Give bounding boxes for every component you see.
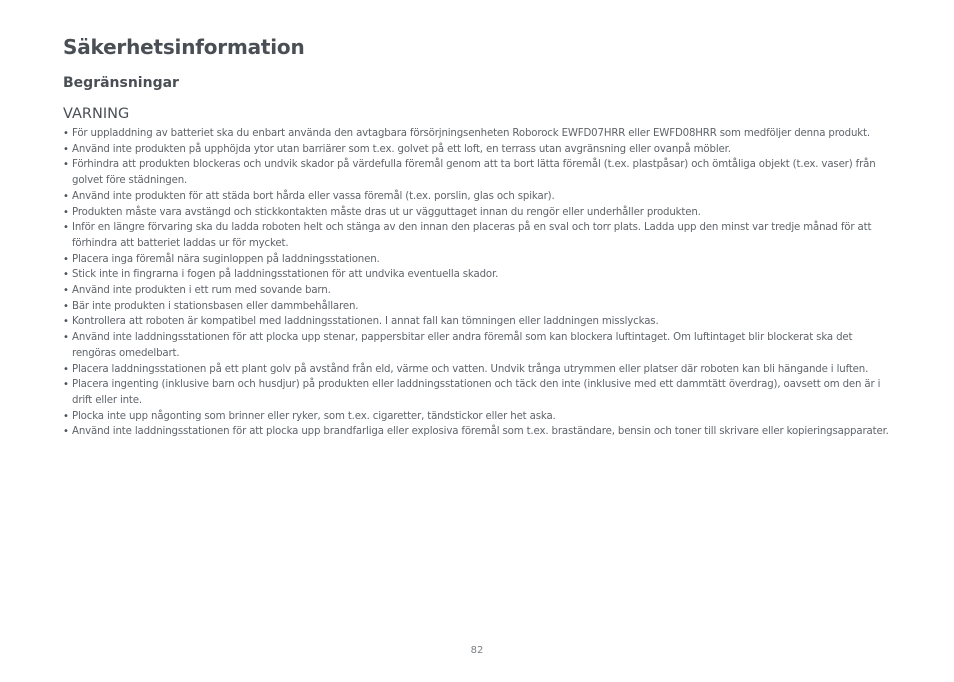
- warning-item-text: Använd inte produkten i ett rum med sovande barn.: [72, 285, 331, 297]
- page-title: Säkerhetsinformation: [63, 35, 305, 59]
- warning-item: [63, 362, 891, 378]
- warning-item: [63, 330, 891, 361]
- warning-item: [63, 267, 891, 283]
- bullet-icon: •: [63, 379, 69, 391]
- warning-item: [63, 377, 891, 408]
- warning-item: [63, 142, 891, 158]
- bullet-icon: •: [63, 128, 69, 139]
- warning-item: [63, 299, 891, 315]
- warning-item-text: Bär inte produkten i stationsbasen eller dammbehållaren.: [72, 300, 359, 312]
- warning-item-text: Kontrollera att roboten är kompatibel med laddningsstationen. I annat fall kan tömningen eller laddningen misslyckas.: [72, 316, 659, 328]
- warning-item: [63, 409, 891, 425]
- warning-item: [63, 283, 891, 299]
- bullet-icon: •: [63, 316, 69, 328]
- warning-item: [63, 205, 891, 221]
- bullet-icon: •: [63, 300, 69, 312]
- bullet-icon: •: [63, 190, 69, 202]
- warning-item: [63, 126, 891, 142]
- bullet-icon: •: [63, 363, 69, 375]
- warning-item-text: Placera ingenting (inklusive barn och husdjur) på produkten eller laddningsstationen och täck den inte (inklusive med ett dammtätt överdrag), oavsett om den är i drift eller inte.: [72, 379, 881, 406]
- warning-item-text: För uppladdning av batteriet ska du enbart använda den avtagbara försörjningsenheten Roborock EWFD07HRR eller EWFD08HRR som medföljer denna produkt.: [72, 128, 870, 139]
- bullet-icon: •: [63, 143, 69, 155]
- bullet-icon: •: [63, 253, 69, 265]
- bullet-icon: •: [63, 332, 69, 344]
- bullet-icon: •: [63, 222, 69, 234]
- bullet-icon: •: [63, 206, 69, 218]
- warning-heading: VARNING: [63, 106, 130, 122]
- warning-item-text: Inför en längre förvaring ska du ladda roboten helt och stänga av den innan den placeras på en sval och torr plats. Ladda upp den minst var tredje månad för att förhindra att batteriet laddas ur för mycket.: [72, 222, 872, 249]
- warning-item-text: Plocka inte upp någonting som brinner eller ryker, som t.ex. cigaretter, tändstickor eller het aska.: [72, 410, 556, 422]
- warning-item-text: Placera laddningsstationen på ett plant golv på avstånd från eld, värme och vatten. Undvik trånga utrymmen eller platser där roboten kan bli hängande i luften.: [72, 363, 869, 375]
- warning-item-text: Produkten måste vara avstängd och stickkontakten måste dras ut ur vägguttaget innan du rengör eller underhåller produkten.: [72, 206, 701, 218]
- warning-item-text: Förhindra att produkten blockeras och undvik skador på värdefulla föremål genom att ta bort lätta föremål (t.ex. plastpåsar) och ömtåliga objekt (t.ex. vaser) från golvet före städningen.: [72, 159, 876, 187]
- warning-item-text: Använd inte produkten på upphöjda ytor utan barriärer som t.ex. golvet på ett loft, en terrass utan avgränsning eller ovanpå möbler.: [72, 143, 731, 155]
- warning-item: [63, 424, 891, 440]
- warning-item-text: Placera inga föremål nära suginloppen på laddningsstationen.: [72, 253, 380, 265]
- page-number: 82: [470, 645, 484, 656]
- warning-item-text: Använd inte laddningsstationen för att plocka upp brandfarliga eller explosiva föremål som t.ex. braständare, bensin och toner till skrivare eller kopieringsapparater.: [72, 426, 889, 438]
- warning-item-text: Stick inte in fingrarna i fogen på laddningsstationen för att undvika eventuella skador.: [72, 269, 499, 281]
- bullet-icon: •: [63, 269, 69, 281]
- warning-item-text: Använd inte produkten för att städa bort hårda eller vassa föremål (t.ex. porslin, glas och spikar).: [72, 190, 555, 202]
- warning-item-text: Använd inte laddningsstationen för att plocka upp stenar, pappersbitar eller andra föremål som kan blockera luftintaget. Om luftintaget blir blockerat ska det rengöras omedelbart.: [72, 332, 853, 359]
- warning-item: [63, 252, 891, 268]
- page-content: [63, 34, 891, 440]
- bullet-icon: •: [63, 410, 69, 422]
- warning-list: [63, 126, 891, 440]
- bullet-icon: •: [63, 426, 69, 438]
- section-title: Begränsningar: [63, 75, 179, 91]
- warning-item: [63, 189, 891, 205]
- bullet-icon: •: [63, 159, 69, 171]
- warning-item: [63, 314, 891, 330]
- bullet-icon: •: [63, 285, 69, 297]
- warning-item: [63, 220, 891, 251]
- warning-item: [63, 157, 891, 188]
